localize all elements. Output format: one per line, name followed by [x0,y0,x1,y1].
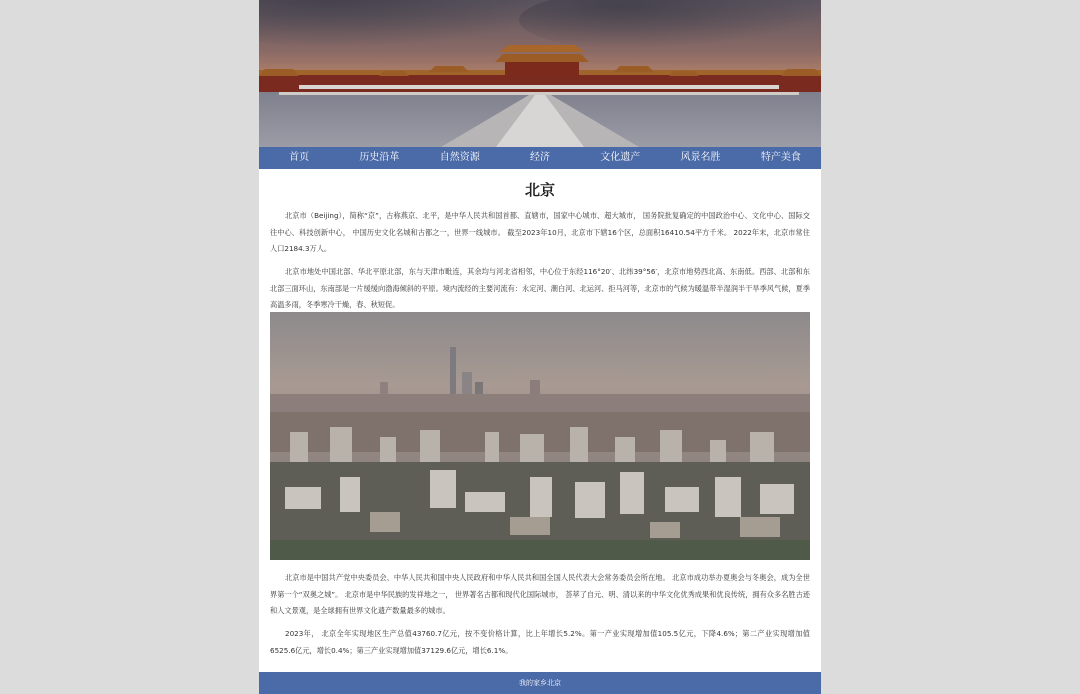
nav-item-home[interactable]: 首页 [289,152,310,163]
banner-image-forbidden-city [259,0,821,147]
main-nav [259,147,821,169]
page-title: 北京 [524,181,555,199]
geography-paragraph: 北京市地处中国北部、华北平原北部，东与天津市毗连，其余均与河北省相邻，中心位于东经116°20′、北纬39°56′，北京市地势西北高、东南低。西部、北部和东北部三面环山，东南部是一片缓缓向渤海倾斜的平原。境内流经的主要河流有：永定河、潮白河、北运河、拒马河等，北京市的气候为暖温带半湿润半干旱季风气候，夏季高温多雨，冬季寒冷干燥，春、秋短促。 [270,267,810,309]
nav-item-local-food[interactable]: 特产美食 [760,152,801,163]
intro-paragraph: 北京市（Beijing），简称“京”，古称燕京、北平，是中华人民共和国首都、直辖市，国家中心城市、超大城市， 国务院批复确定的中国政治中心、文化中心、国际交往中心、科技创新中心， 中国历史文化名城和古都之一，世界一线城市。 截至2023年10月，北京市下辖16个区，总面积16410.54平方千米。 2022年末，北京市常住人口2184.3万人。 [270,211,810,253]
economy-paragraph: 2023年， 北京全年实现地区生产总值43760.7亿元，按不变价格计算，比上年增长5.2%。第一产业实现增加值105.5亿元，下降4.6%；第二产业实现增加值6525.6亿元，增长0.4%；第三产业实现增加值37129.6亿元，增长6.1%。 [270,629,810,655]
nav-item-natural-resources[interactable]: 自然资源 [439,152,480,163]
footer: 我的家乡北京 [259,672,821,694]
nav-item-history[interactable]: 历史沿革 [359,152,400,163]
capital-paragraph: 北京市是中国共产党中央委员会、中华人民共和国中央人民政府和中华人民共和国全国人民代表大会常务委员会所在地。 北京市成功举办夏奥会与冬奥会，成为全世界第一个“双奥之城”。 北京市是中华民族的发祥地之一， 世界著名古都和现代化国际城市， 荟萃了自元、明、清以来的中华文化优秀成果和优良传统，拥有众多名胜古迹和人文景观，是全球拥有世界文化遗产数量最多的城市。 [270,573,810,615]
beijing-skyline-photo [270,312,810,560]
nav-item-scenic-spots[interactable]: 风景名胜 [680,152,721,163]
nav-item-cultural-heritage[interactable]: 文化遗产 [600,152,641,163]
nav-item-economy[interactable]: 经济 [529,152,550,163]
page-container [259,0,821,694]
